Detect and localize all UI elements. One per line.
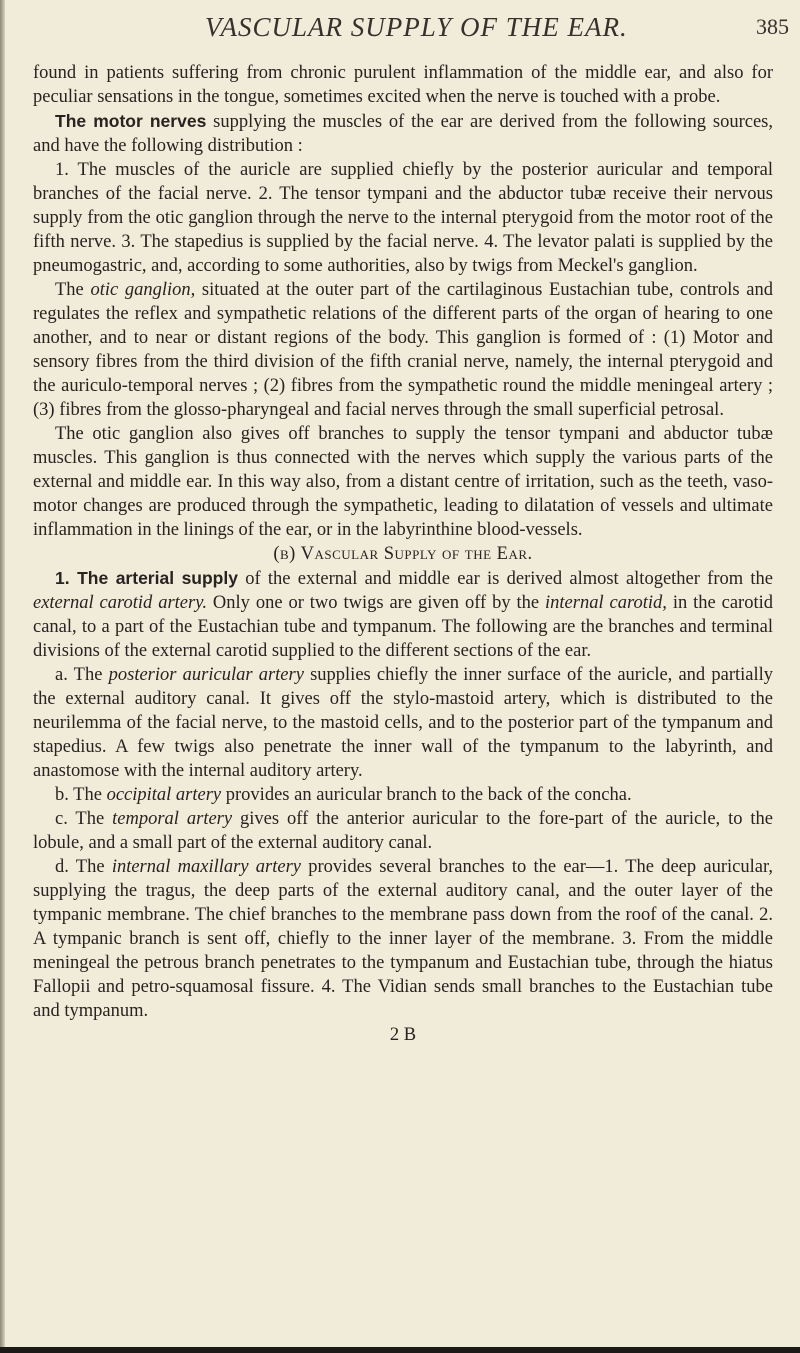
arterial-text-2: Only one or two twigs are given off by the: [207, 593, 546, 613]
motor-nerves-text: supplying the muscles of the ear are derived from the following sources, and have the following distribution :: [33, 112, 773, 156]
paragraph-posterior-auricular: [33, 663, 773, 783]
page-number: 385: [756, 14, 789, 39]
paragraph-otic-branches: The otic ganglion also gives off branches to supply the tensor tympani and abductor tubæ muscles. This ganglion is thus connected with the nerves which supply the various parts of the external and middle ear. In this way also, from a distant centre of irritation, such as the teeth, vaso-motor changes are produced through the sympathetic, leading to dilatation of vessels and ultimate inflammation in the linings of the ear, or in the labyrinthine blood-vessels.: [33, 424, 773, 540]
page-header: [0, 12, 800, 52]
paragraph-otic-ganglion: [33, 278, 773, 422]
paragraph-motor-nerves: [33, 109, 773, 158]
item-a-text: supplies chiefly the inner surface of the auricle, and partially the external auditory canal. It gives off the stylo-mastoid artery, which is distributed to the neurilemma of the facial nerve, to the mastoid cells, and to the posterior part of the tympanum and stapedius. A few twigs also penetrate the inner wall of the tympanum to the labyrinth, and anastomose with the internal auditory artery.: [33, 665, 773, 781]
arterial-text-3: in the carotid canal, to a part of the Eustachian tube and tympanum. The following are the branches and terminal divisions of the external carotid supplied to the different sections of the ear.: [33, 593, 773, 661]
paragraph-intro-continuation: found in patients suffering from chronic purulent inflammation of the middle ear, and also for peculiar sensations in the tongue, sometimes excited when the nerve is touched with a probe.: [33, 63, 773, 107]
internal-maxillary-term: internal maxillary artery: [111, 857, 302, 877]
paragraph-arterial-supply: [33, 566, 773, 663]
item-c-text: gives off the anterior auricular to the fore-part of the auricle, to the lobule, and a small part of the external auditory canal.: [33, 809, 774, 853]
arterial-text-1: of the external and middle ear is derived almost altogether from the: [237, 569, 773, 589]
item-c-pre: c. The: [55, 809, 113, 829]
paragraph-temporal: [33, 807, 773, 855]
otic-pre: The: [55, 280, 91, 300]
paragraph-internal-maxillary: [33, 855, 773, 1023]
item-d-pre: d. The: [55, 857, 112, 877]
page-edge: [0, 0, 5, 1353]
item-b-pre: b. The: [55, 785, 107, 805]
page-body: [33, 61, 773, 1047]
motor-nerves-lead: The motor nerves: [55, 111, 207, 131]
paragraph-muscle-list: 1. The muscles of the auricle are supplied chiefly by the posterior auricular and temporal branches of the facial nerve. 2. The tensor tympani and the abductor tubæ receive their nervous supply from the otic ganglion through the nerve to the internal pterygoid from the motor root of the fifth nerve. 3. The stapedius is supplied by the facial nerve. 4. The levator palati is supplied by the pneumogastric, and, according to some authorities, also by twigs from Meckel's ganglion.: [33, 160, 773, 276]
item-b-text: provides an auricular branch to the back of the concha.: [221, 785, 632, 805]
bottom-edge: [0, 1347, 800, 1353]
internal-carotid-term: internal carotid,: [545, 593, 667, 613]
paragraph-occipital: [33, 783, 773, 807]
otic-text: situated at the outer part of the cartilaginous Eustachian tube, controls and regulates the reflex and sympathetic relations of the different parts of the organ of hearing to one another, and to near or distant regions of the body. This ganglion is formed of : (1) Motor and sensory fibres from the third division of the fifth cranial nerve, namely, the internal pterygoid and the auriculo-temporal nerves ; (2) fibres from the sympathetic round the middle meningeal artery ; (3) fibres from the glosso-pharyngeal and facial nerves through the small superficial petrosal.: [33, 280, 773, 420]
item-d-text: provides several branches to the ear—1. The deep auricular, supplying the tragus, the deep parts of the external auditory canal, and the outer layer of the tympanic membrane. The chief branches to the membrane pass down from the roof of the canal. 2. A tympanic branch is sent off, chiefly to the inner layer of the membrane. 3. From the middle meningeal the petrous branch penetrates to the tympanum and Eustachian tube, through the hiatus Fallopii and petro-squamosal fissure. 4. The Vidian sends small branches to the Eustachian tube and tympanum.: [33, 857, 774, 1021]
temporal-term: temporal artery: [112, 809, 233, 829]
running-title: VASCULAR SUPPLY OF THE EAR.: [205, 12, 628, 42]
occipital-term: occipital artery: [106, 785, 222, 805]
signature-mark: 2 B: [389, 1025, 417, 1045]
arterial-supply-lead: 1. The arterial supply: [55, 568, 238, 588]
section-heading: (b) Vascular Supply of the Ear.: [273, 544, 533, 564]
item-a-pre: a. The: [55, 665, 109, 685]
external-carotid-term: external carotid artery.: [33, 593, 208, 613]
posterior-auricular-term: posterior auricular artery: [108, 665, 304, 685]
otic-ganglion-term: otic ganglion,: [90, 280, 196, 300]
